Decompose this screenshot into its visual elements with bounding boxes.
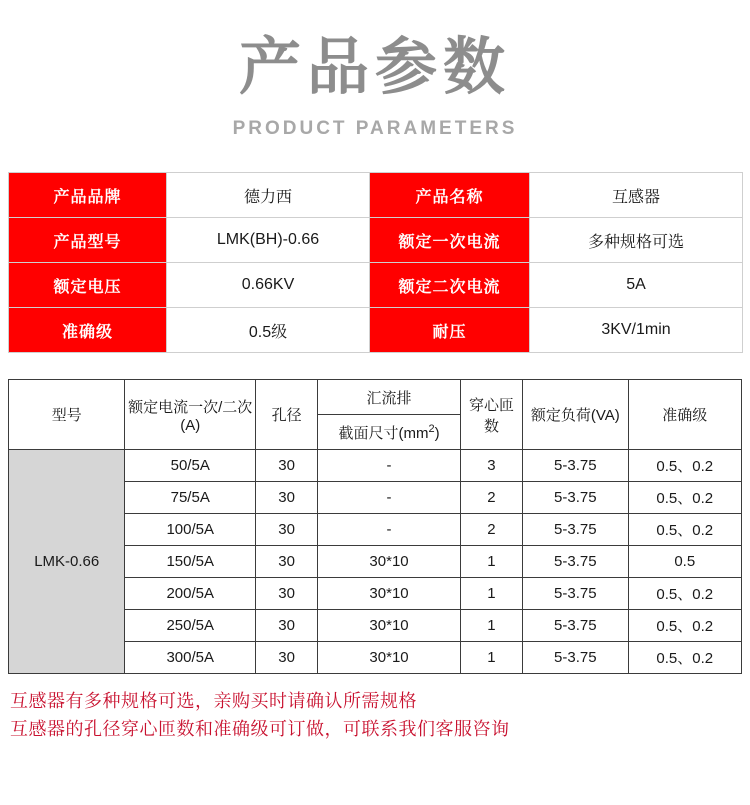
spec-value-model: LMK(BH)-0.66 <box>167 218 370 263</box>
busbar-section-superscript: 2 <box>428 422 435 435</box>
cell-busbar: 30*10 <box>318 578 461 610</box>
cell-current: 300/5A <box>125 642 256 674</box>
cell-load: 5-3.75 <box>523 546 628 578</box>
busbar-section-tail: ) <box>434 424 440 442</box>
spec-label-accuracy-class: 准确级 <box>9 308 167 353</box>
column-header-turns: 穿心匝数 <box>460 380 522 450</box>
spec-label-rated-voltage: 额定电压 <box>9 263 167 308</box>
spec-value-rated-primary-current: 多种规格可选 <box>530 218 743 263</box>
cell-busbar: - <box>318 514 461 546</box>
table-header-row <box>9 380 742 415</box>
cell-accuracy: 0.5、0.2 <box>628 450 742 482</box>
cell-hole: 30 <box>256 482 318 514</box>
cell-current: 100/5A <box>125 514 256 546</box>
spec-label-rated-secondary-current: 额定二次电流 <box>370 263 530 308</box>
table-row <box>9 450 742 482</box>
cell-current: 250/5A <box>125 610 256 642</box>
column-header-hole-diameter: 孔径 <box>256 380 318 450</box>
note-line-2: 互感器的孔径穿心匝数和准确级可订做，可联系我们客服咨询 <box>10 718 510 739</box>
cell-hole: 30 <box>256 514 318 546</box>
cell-hole: 30 <box>256 450 318 482</box>
cell-turns: 2 <box>460 514 522 546</box>
column-header-current: 额定电流一次/二次(A) <box>125 380 256 450</box>
spec-value-accuracy-class: 0.5级 <box>167 308 370 353</box>
column-header-busbar-section <box>318 415 461 450</box>
column-header-model: 型号 <box>9 380 125 450</box>
spec-value-rated-secondary-current: 5A <box>530 263 743 308</box>
column-header-rated-load: 额定负荷(VA) <box>523 380 628 450</box>
spec-value-withstand-voltage: 3KV/1min <box>530 308 743 353</box>
cell-accuracy: 0.5、0.2 <box>628 514 742 546</box>
cell-busbar: - <box>318 450 461 482</box>
cell-accuracy: 0.5、0.2 <box>628 482 742 514</box>
spec-label-rated-primary-current: 额定一次电流 <box>370 218 530 263</box>
cell-load: 5-3.75 <box>523 642 628 674</box>
cell-turns: 1 <box>460 610 522 642</box>
spec-value-product-name: 互感器 <box>530 173 743 218</box>
page-title: 产品参数 <box>238 30 511 103</box>
column-header-busbar: 汇流排 <box>318 380 461 415</box>
specification-table <box>8 172 743 353</box>
cell-hole: 30 <box>256 610 318 642</box>
spec-label-brand: 产品品牌 <box>9 173 167 218</box>
table-row <box>9 308 743 353</box>
spec-label-withstand-voltage: 耐压 <box>370 308 530 353</box>
model-data-table-wrapper <box>8 379 742 674</box>
table-row <box>9 218 743 263</box>
cell-accuracy: 0.5、0.2 <box>628 578 742 610</box>
cell-load: 5-3.75 <box>523 450 628 482</box>
page-subtitle: PRODUCT PARAMETERS <box>232 118 518 139</box>
cell-busbar: 30*10 <box>318 610 461 642</box>
cell-accuracy: 0.5、0.2 <box>628 610 742 642</box>
cell-load: 5-3.75 <box>523 610 628 642</box>
spec-label-model: 产品型号 <box>9 218 167 263</box>
model-data-table <box>8 379 742 674</box>
footer-notes <box>10 688 740 744</box>
cell-hole: 30 <box>256 642 318 674</box>
cell-hole: 30 <box>256 546 318 578</box>
cell-current: 150/5A <box>125 546 256 578</box>
page-header <box>0 0 750 140</box>
cell-current: 75/5A <box>125 482 256 514</box>
cell-turns: 3 <box>460 450 522 482</box>
column-header-accuracy: 准确级 <box>628 380 742 450</box>
table-row <box>9 173 743 218</box>
spec-label-product-name: 产品名称 <box>370 173 530 218</box>
cell-current: 50/5A <box>125 450 256 482</box>
table-row <box>9 263 743 308</box>
cell-accuracy: 0.5 <box>628 546 742 578</box>
cell-turns: 2 <box>460 482 522 514</box>
cell-busbar: 30*10 <box>318 642 461 674</box>
cell-turns: 1 <box>460 546 522 578</box>
cell-turns: 1 <box>460 578 522 610</box>
cell-accuracy: 0.5、0.2 <box>628 642 742 674</box>
cell-model-name: LMK-0.66 <box>9 450 125 674</box>
cell-load: 5-3.75 <box>523 482 628 514</box>
note-line-1: 互感器有多种规格可选，亲购买时请确认所需规格 <box>10 691 417 711</box>
cell-load: 5-3.75 <box>523 578 628 610</box>
spec-value-rated-voltage: 0.66KV <box>167 263 370 308</box>
cell-turns: 1 <box>460 642 522 674</box>
cell-busbar: 30*10 <box>318 546 461 578</box>
cell-busbar: - <box>318 482 461 514</box>
busbar-section-text: 截面尺寸(mm <box>338 424 429 442</box>
cell-hole: 30 <box>256 578 318 610</box>
cell-load: 5-3.75 <box>523 514 628 546</box>
cell-current: 200/5A <box>125 578 256 610</box>
spec-value-brand: 德力西 <box>167 173 370 218</box>
